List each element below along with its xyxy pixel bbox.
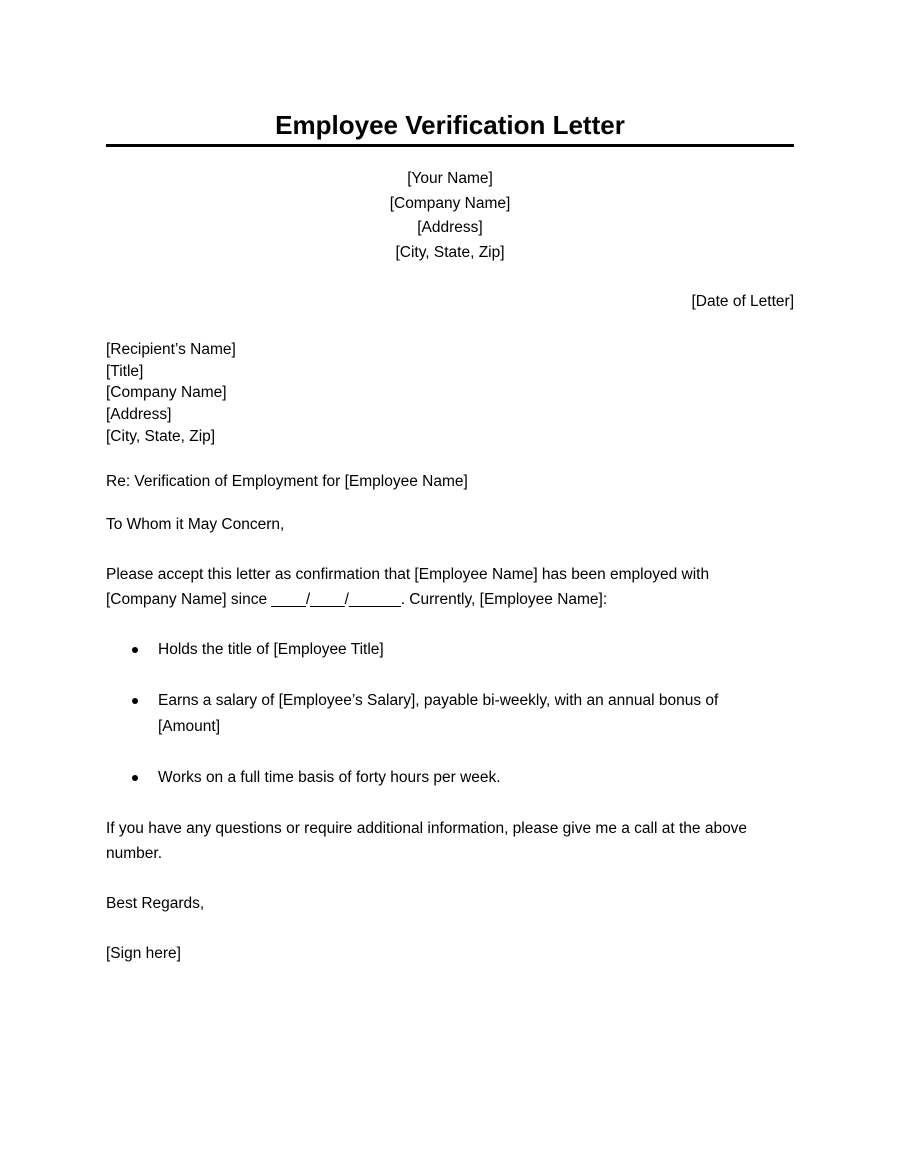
- recipient-company: [Company Name]: [106, 384, 227, 402]
- list-item-text: Earns a salary of [Employee’s Salary], payable bi-weekly, with an annual bonus of: [158, 691, 719, 709]
- letter-title: Employee Verification Letter: [275, 110, 625, 140]
- list-item-text-continued: [Amount]: [158, 717, 221, 735]
- bullet-icon: [132, 698, 138, 704]
- sender-company: [Company Name]: [389, 194, 511, 212]
- closing-line-2: number.: [106, 844, 163, 862]
- recipient-name: [Recipient’s Name]: [106, 341, 236, 358]
- recipient-address: [Address]: [106, 406, 172, 424]
- sender-name: [Your Name]: [407, 170, 493, 187]
- bullet-icon: [132, 647, 138, 653]
- sender-block: [106, 167, 794, 265]
- sender-city-state-zip: [City, State, Zip]: [395, 243, 505, 261]
- list-item-salary: [106, 688, 794, 740]
- subject-line: Re: Verification of Employment for [Employee Name]: [106, 472, 468, 490]
- recipient-title: [Title]: [106, 362, 144, 380]
- closing-paragraph: [106, 816, 794, 866]
- title-underline: [106, 144, 794, 147]
- sign-off: Best Regards,: [106, 894, 205, 912]
- recipient-block: [106, 339, 794, 448]
- signature-placeholder: [Sign here]: [106, 944, 181, 962]
- employment-details-list: [106, 637, 794, 791]
- list-item-text: Works on a full time basis of forty hours per week.: [158, 768, 501, 786]
- recipient-city-state-zip: [City, State, Zip]: [106, 427, 216, 445]
- intro-line-2: [Company Name] since ____/____/______. Currently, [Employee Name]:: [106, 590, 608, 608]
- intro-line-1: Please accept this letter as confirmation that [Employee Name] has been employed with: [106, 565, 710, 583]
- sender-address: [Address]: [417, 219, 483, 236]
- list-item-title: [106, 637, 794, 663]
- salutation: To Whom it May Concern,: [106, 515, 285, 533]
- closing-line-1: If you have any questions or require additional information, please give me a call at the above: [106, 819, 748, 837]
- list-item-hours: [106, 765, 794, 791]
- bullet-icon: [132, 775, 138, 781]
- letter-date: [Date of Letter]: [691, 293, 794, 310]
- intro-paragraph: [106, 562, 794, 612]
- list-item-text: Holds the title of [Employee Title]: [158, 640, 384, 658]
- letter-body: [106, 108, 794, 966]
